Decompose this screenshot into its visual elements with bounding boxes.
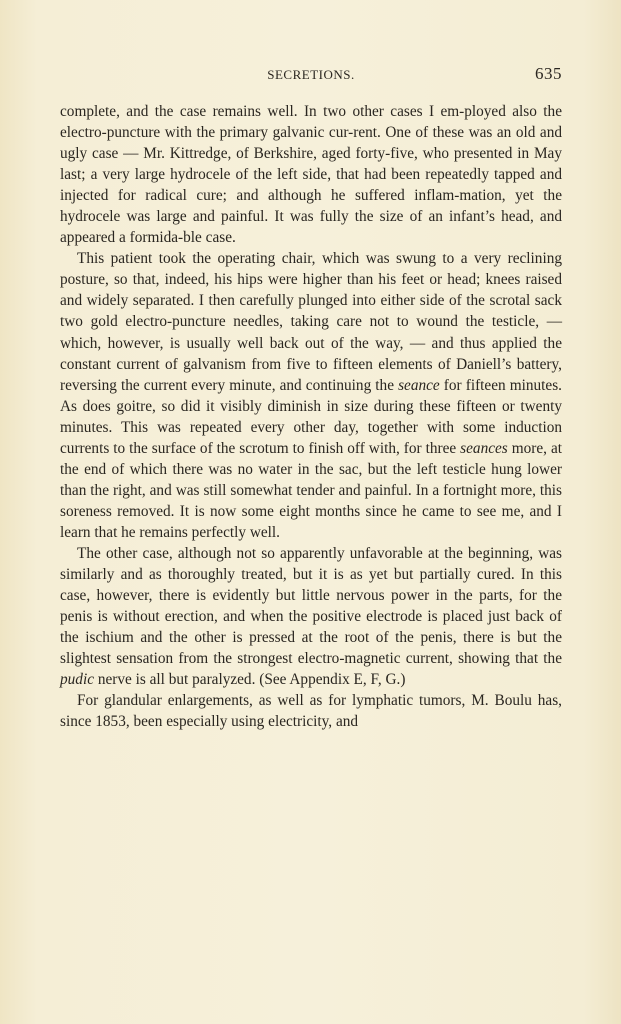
running-title: SECRETIONS. (267, 67, 355, 82)
italic-term: pudic (60, 671, 94, 689)
paragraph-text: more, at the end of which there was no water in the sac, but the left testicle hung lower than the right, and was still somewhat tender and painful. In a fortnight more, this soreness removed. It is now some eight months since he came to see me, and I learn that he remains perfectly well. (60, 439, 562, 541)
body-text (60, 101, 562, 732)
paragraph-3 (60, 543, 562, 690)
paragraph-text: for fifteen minutes. As does goitre, so did it visibly diminish in size during these fifteen or twenty minutes. This was repeated every other day, together with some induction currents to the surface of the scrotum to finish off with, for three (60, 376, 562, 457)
paragraph-1 (60, 101, 562, 248)
paragraph-text: This patient took the operating chair, which was swung to a very reclining posture, so that, indeed, his hips were higher than his feet or head; knees raised and widely separated. I then carefully plunged into either side of the scrotal sack two gold electro-puncture needles, taking care not to wound the testicle, — which, however, is usually well back out of the way, — and thus applied the constant current of galvanism from five to fifteen elements of Daniell’s battery, reversing the current every minute, and continuing the (60, 250, 562, 394)
italic-term: seance (398, 376, 440, 394)
paragraph-2 (60, 248, 562, 543)
running-head (60, 64, 562, 84)
paragraph-4 (60, 690, 562, 732)
italic-term: seances (460, 439, 508, 457)
paragraph-text: For glandular enlargements, as well as for lymphatic tumors, M. Boulu has, since 1853, been especially using electricity, and (60, 692, 562, 731)
page-number: 635 (535, 64, 562, 83)
paragraph-text: complete, and the case remains well. In two other cases I em-ployed also the electro-puncture with the primary galvanic cur-rent. One of these was an old and ugly case — Mr. Kittredge, of Berkshire, aged forty-five, who presented in May last; a very large hydrocele of the left side, that had been repeatedly tapped and injected for radical cure; and although he suffered inflam-mation, yet the hydrocele was large and painful. It was fully the size of an infant’s head, and appeared a formida-ble case. (60, 103, 562, 247)
paragraph-text: The other case, although not so apparently unfavorable at the beginning, was similarly and as thoroughly treated, but it is as yet but partially cured. In this case, however, there is evidently but little nervous power in the parts, for the penis is without erection, and when the positive electrode is placed just back of the ischium and the other is pressed at the root of the penis, there is but the slightest sensation from the strongest electro-magnetic current, showing that the (60, 544, 562, 668)
paragraph-text: nerve is all but paralyzed. (See Appendix E, F, G.) (94, 671, 406, 689)
